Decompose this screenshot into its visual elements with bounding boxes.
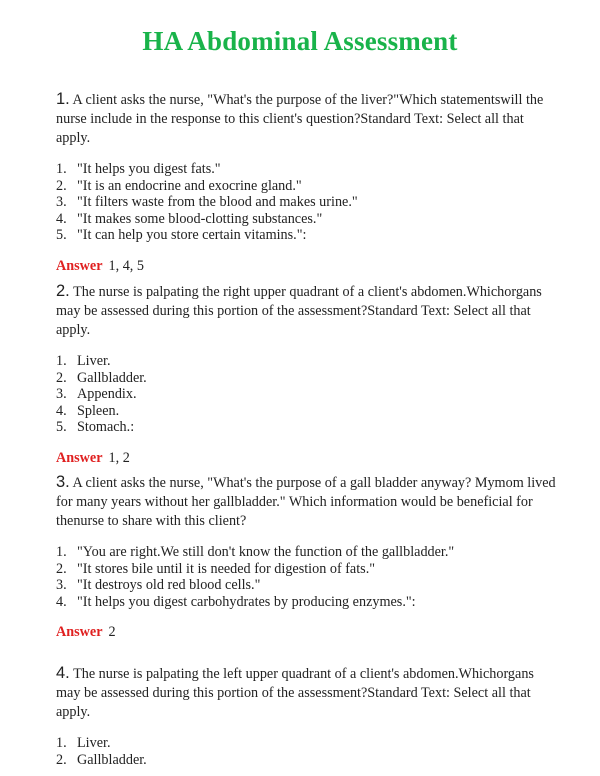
option-item [56, 577, 556, 594]
option-text: "You are right.We still don't know the function of the gallbladder." [77, 544, 455, 560]
option-text: "It is an endocrine and exocrine gland." [77, 177, 302, 194]
option-item [56, 594, 556, 611]
answer-line [56, 624, 556, 641]
answer-label: Answer [56, 449, 103, 466]
option-text: Gallbladder. [77, 751, 147, 768]
option-list [56, 735, 556, 768]
option-text: "It filters waste from the blood and makes urine." [77, 194, 358, 211]
option-item [56, 211, 556, 228]
option-item [56, 752, 556, 769]
question-4 [56, 664, 556, 768]
question-body: The nurse is palpating the left upper quadrant of a client's abdomen.Whichorgans may be assessed during this portion of the assessment?Standard Text: Select all that apply. [56, 666, 534, 720]
option-text: Gallbladder. [77, 369, 147, 386]
option-item [56, 178, 556, 195]
answer-value: 2 [108, 624, 116, 641]
option-text: Stomach.: [77, 419, 135, 436]
question-3 [56, 473, 556, 641]
answer-label: Answer [56, 257, 103, 274]
option-list [56, 353, 556, 436]
question-1 [56, 90, 556, 275]
option-number: 4. [56, 210, 67, 227]
question-2 [56, 282, 556, 467]
option-number: 1. [56, 735, 67, 751]
option-item [56, 194, 556, 211]
question-number: 4. [56, 664, 70, 682]
answer-line [56, 258, 556, 275]
option-item [56, 544, 556, 561]
answer-label: Answer [56, 624, 103, 641]
option-number: 1. [56, 353, 67, 369]
question-text [56, 90, 556, 148]
answer-value: 1, 4, 5 [108, 257, 144, 274]
question-number: 1. [56, 90, 70, 108]
question-body: The nurse is palpating the right upper quadrant of a client's abdomen.Whichorgans may be assessed during this portion of the assessment?Standard Text: Select all that apply. [56, 284, 542, 338]
option-number: 2. [56, 560, 67, 577]
option-number: 3. [56, 194, 67, 211]
option-number: 2. [56, 177, 67, 194]
option-number: 3. [56, 386, 67, 403]
question-body: A client asks the nurse, "What's the purpose of the liver?"Which statementswill the nurse include in the response to this client's question?Standard Text: Select all that apply. [56, 92, 544, 146]
question-body: A client asks the nurse, "What's the purpose of a gall bladder anyway? Mymom lived for many years without her gallbladder." Which information would be beneficial for thenurse to share with this client? [56, 475, 556, 529]
option-number: 4. [56, 402, 67, 419]
option-number: 1. [56, 544, 67, 560]
option-text: Appendix. [77, 386, 137, 403]
option-number: 5. [56, 419, 67, 436]
option-item [56, 227, 556, 244]
option-text: Liver. [77, 735, 111, 751]
option-number: 1. [56, 161, 67, 177]
question-text [56, 282, 556, 340]
answer-value: 1, 2 [108, 449, 130, 466]
option-text: "It helps you digest carbohydrates by producing enzymes.": [77, 593, 416, 610]
option-text: "It makes some blood-clotting substances." [77, 210, 323, 227]
question-number: 2. [56, 282, 70, 300]
option-text: Liver. [77, 353, 111, 369]
option-item [56, 403, 556, 420]
option-number: 5. [56, 227, 67, 244]
option-list [56, 161, 556, 244]
option-item [56, 735, 556, 752]
option-item [56, 161, 556, 178]
option-item [56, 370, 556, 387]
option-item [56, 561, 556, 578]
option-number: 2. [56, 369, 67, 386]
question-number: 3. [56, 473, 70, 491]
option-number: 2. [56, 751, 67, 768]
option-number: 4. [56, 593, 67, 610]
answer-line [56, 450, 556, 467]
option-text: "It can help you store certain vitamins.": [77, 227, 307, 244]
option-text: "It helps you digest fats." [77, 161, 221, 177]
question-text [56, 664, 556, 722]
option-number: 3. [56, 577, 67, 594]
option-item [56, 386, 556, 403]
option-text: Spleen. [77, 402, 120, 419]
option-list [56, 544, 556, 610]
question-text [56, 473, 556, 531]
option-text: "It stores bile until it is needed for digestion of fats." [77, 560, 376, 577]
document-title: HA Abdominal Assessment [142, 26, 458, 56]
option-item [56, 353, 556, 370]
option-item [56, 419, 556, 436]
option-text: "It destroys old red blood cells." [77, 577, 261, 594]
